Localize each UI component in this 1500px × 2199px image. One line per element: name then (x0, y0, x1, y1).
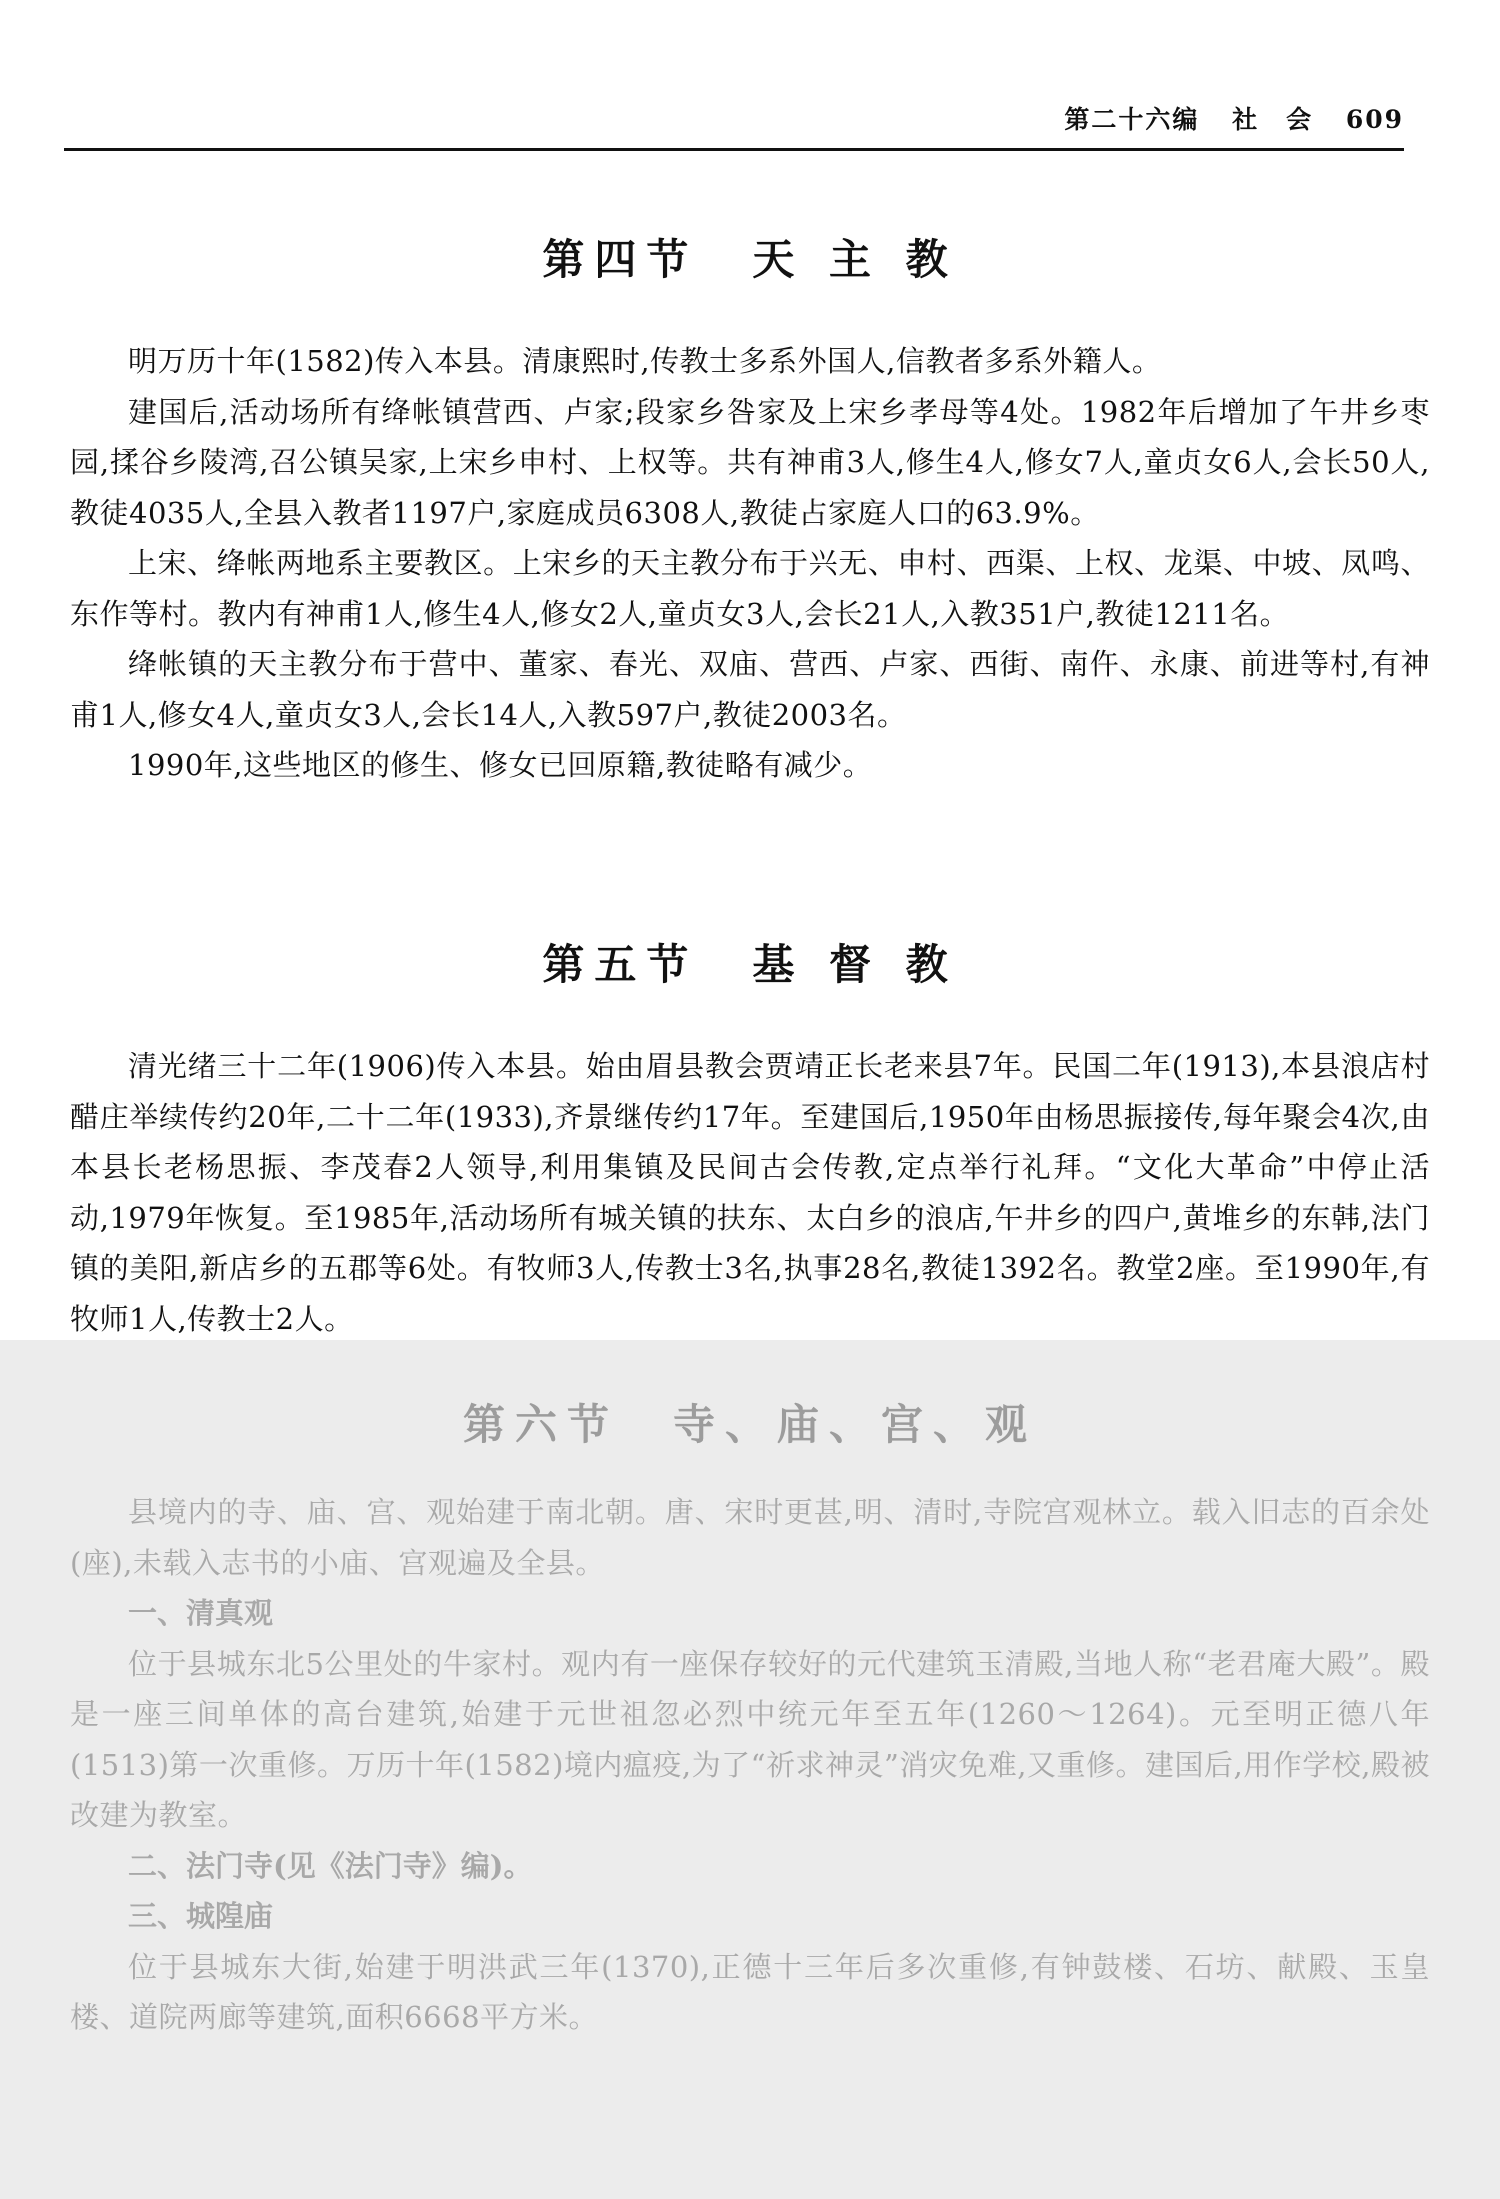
section-name: 寺、庙、宫、观 (673, 1400, 1038, 1449)
running-head-name: 社 会 (1232, 105, 1314, 134)
section-title (70, 925, 1430, 1005)
subsection-heading: 一、清真观 (128, 1596, 274, 1630)
section-number: 第六节 (462, 1400, 619, 1449)
section-name: 天 主 教 (752, 235, 958, 284)
section-christianity (70, 925, 1430, 1344)
page-number: 609 (1345, 105, 1404, 134)
section-name: 基 督 教 (752, 940, 958, 989)
running-head (64, 100, 1404, 151)
subsection-heading: 二、法门寺(见《法门寺》编)。 (128, 1848, 533, 1883)
section-temples (70, 1385, 1430, 2043)
section-title (70, 220, 1430, 300)
subsection-heading: 三、城隍庙 (128, 1899, 274, 1933)
paragraph: 1990年,这些地区的修生、修女已回原籍,教徒略有减少。 (128, 748, 873, 782)
section-title (70, 1385, 1430, 1465)
section-body (70, 1041, 1430, 1344)
paragraph: 明万历十年(1582)传入本县。清康熙时,传教士多系外国人,信教者多系外籍人。 (128, 344, 1162, 378)
paragraph: 清光绪三十二年(1906)传入本县。始由眉县教会贾靖正长老来县7年。民国二年(1913),本县浪店村醋庄举续传约20年,二十二年(1933),齐景继传约17年。至建国后,1950年由杨思振接传,每年聚会4次,由本县长老杨思振、李茂春2人领导,利用集镇及民间古会传教,定点举行礼拜。“文化大革命”中停止活动,1979年恢复。至1985年,活动场所有城关镇的扶东、太白乡的浪店,午井乡的四户,黄堆乡的东韩,法门镇的美阳,新店乡的五郡等6处。有牧师3人,传教士3名,执事28名,教徒1392名。教堂2座。至1990年,有牧师1人,传教士2人。 (70, 1049, 1430, 1336)
section-number: 第五节 (542, 940, 699, 989)
section-catholicism (70, 220, 1430, 791)
section-body (70, 336, 1430, 791)
paragraph: 上宋、绛帐两地系主要教区。上宋乡的天主教分布于兴无、申村、西渠、上权、龙渠、中坡、凤鸣、东作等村。教内有神甫1人,修生4人,修女2人,童贞女3人,会长21人,入教351户,教徒1211名。 (70, 546, 1430, 631)
paragraph: 绛帐镇的天主教分布于营中、董家、春光、双庙、营西、卢家、西街、南仵、永康、前进等村,有神甫1人,修女4人,童贞女3人,会长14人,入教597户,教徒2003名。 (70, 647, 1430, 732)
running-head-part: 第二十六编 (1064, 105, 1200, 134)
section-body (70, 1487, 1430, 2043)
paragraph: 建国后,活动场所有绛帐镇营西、卢家;段家乡咎家及上宋乡孝母等4处。1982年后增加了午井乡枣园,揉谷乡陵湾,召公镇吴家,上宋乡申村、上权等。共有神甫3人,修生4人,修女7人,童贞女6人,会长50人,教徒4035人,全县入教者1197户,家庭成员6308人,教徒占家庭人口的63.9%。 (70, 394, 1430, 530)
section-number: 第四节 (542, 235, 699, 284)
paragraph: 位于县城东北5公里处的牛家村。观内有一座保存较好的元代建筑玉清殿,当地人称“老君庵大殿”。殿是一座三间单体的高台建筑,始建于元世祖忽必烈中统元年至五年(1260～1264)。元至明正德八年(1513)第一次重修。万历十年(1582)境内瘟疫,为了“祈求神灵”消灾免难,又重修。建国后,用作学校,殿被改建为教室。 (70, 1646, 1430, 1832)
paragraph: 位于县城东大街,始建于明洪武三年(1370),正德十三年后多次重修,有钟鼓楼、石坊、献殿、玉皇楼、道院两廊等建筑,面积6668平方米。 (70, 1949, 1430, 2034)
paragraph: 县境内的寺、庙、宫、观始建于南北朝。唐、宋时更甚,明、清时,寺院宫观林立。载入旧志的百余处(座),未载入志书的小庙、宫观遍及全县。 (70, 1495, 1430, 1580)
